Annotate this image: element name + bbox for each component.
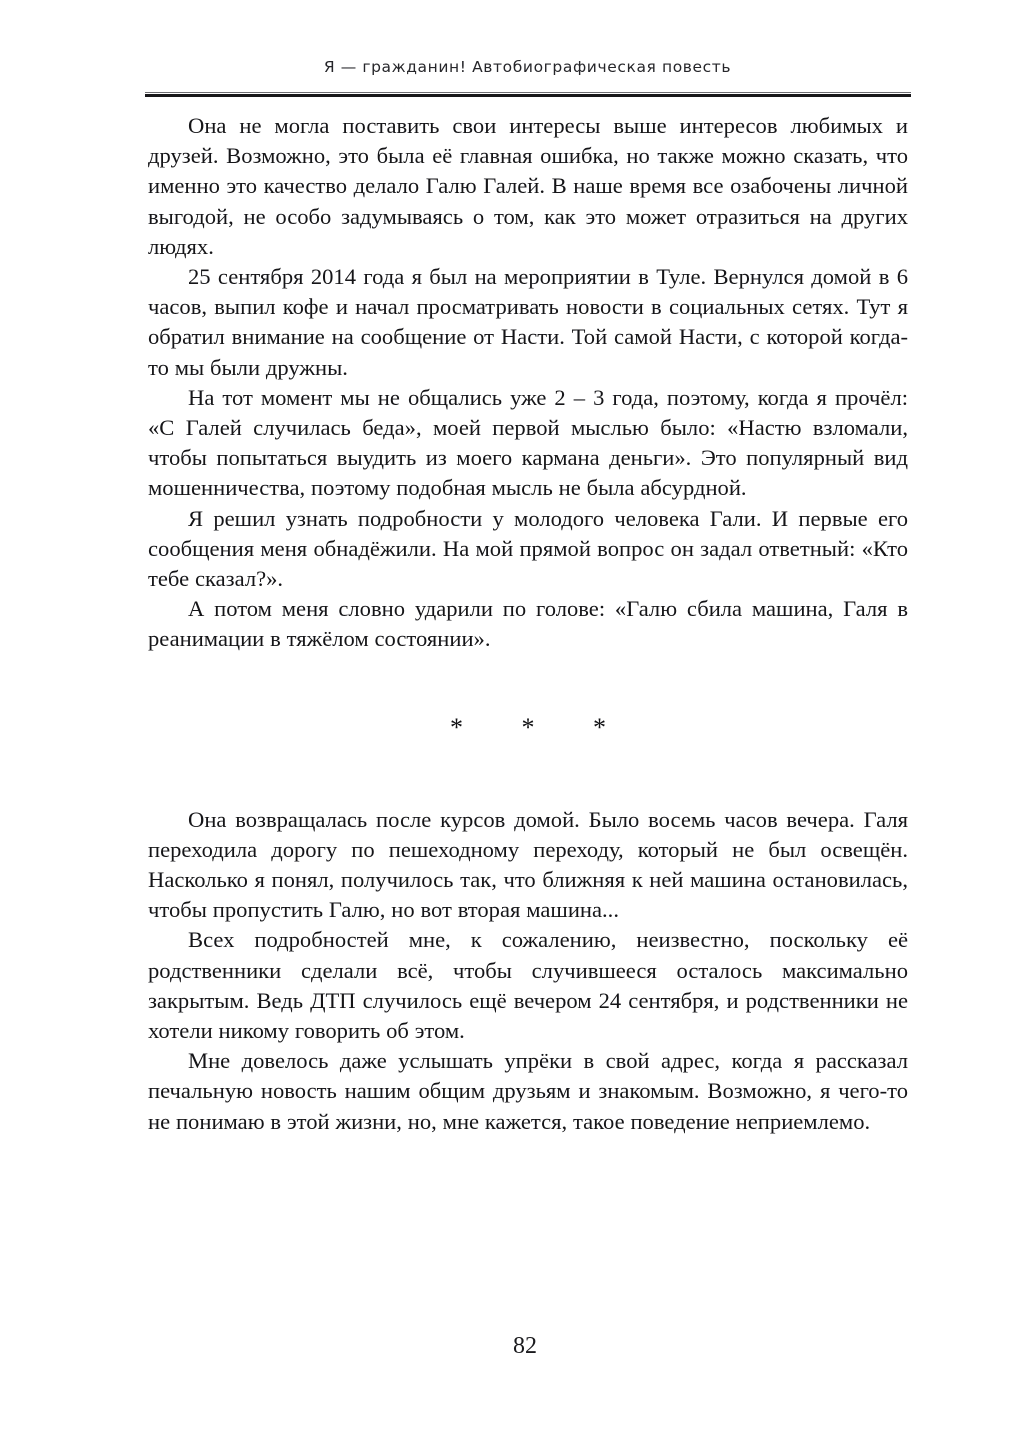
paragraph: На тот момент мы не общались уже 2 – 3 года, поэтому, когда я прочёл: «С Галей случилась беда», моей первой мыслью было: «Настю взломали, чтобы попытаться выудить из моего кармана деньги». Это популярный вид мошенничества, поэтому подобная мысль не была абсурдной. bbox=[148, 384, 908, 501]
paragraph: Она не могла поставить свои интересы выше интересов любимых и друзей. Возможно, это была её главная ошибка, но также можно сказать, что именно это качество делало Галю Галей. В наше время все озабочены личной выгодой, не особо задумываясь о том, как это может отразиться на других людях. bbox=[148, 113, 908, 259]
paragraph: А потом меня словно ударили по голове: «Галю сбила машина, Галя в реанимации в тяжёлом состоянии». bbox=[148, 596, 908, 652]
divider-space-above bbox=[148, 655, 908, 713]
running-header-title: Я — гражданин! Автобиографическая повесть bbox=[323, 58, 732, 76]
paragraph: Она возвращалась после курсов домой. Было восемь часов вечера. Галя переходила дорогу по пешеходному переходу, который не был освещён. Насколько я понял, получилось так, что ближняя к ней машина остановилась, чтобы пропустить Галю, но вот вторая машина... bbox=[148, 806, 908, 923]
divider-space-below bbox=[148, 743, 908, 805]
header-rule-thick bbox=[145, 94, 911, 97]
section-divider-asterisks: * * * bbox=[450, 712, 632, 742]
paragraph: Всех подробностей мне, к сожалению, неизвестно, поскольку её родственники сделали всё, чтобы случившееся осталось максимально закрытым. Ведь ДТП случилось ещё вечером 24 сентября, и родственники не хотели никому говорить об этом. bbox=[148, 927, 908, 1044]
body-text-block bbox=[148, 111, 908, 1137]
header-rule-thin bbox=[145, 92, 911, 93]
paragraph: Я решил узнать подробности у молодого человека Гали. И первые его сообщения меня обнадёжили. На мой прямой вопрос он задал ответный: «Кто тебе сказал?». bbox=[148, 505, 908, 592]
paragraph: 25 сентября 2014 года я был на мероприятии в Туле. Вернулся домой в 6 часов, выпил кофе и начал просматривать новости в социальных сетях. Тут я обратил внимание на сообщение от Насти. Той самой Насти, с которой когда-то мы были дружны. bbox=[148, 264, 908, 380]
page-number: 82 bbox=[513, 1333, 537, 1359]
page-number-area bbox=[0, 1333, 1026, 1360]
paragraph: Мне довелось даже услышать упрёки в свой адрес, когда я рассказал печальную новость нашим общим друзьям и знакомым. Возможно, я чего-то не понимаю в этой жизни, но, мне кажется, такое поведение неприемлемо. bbox=[148, 1048, 908, 1134]
header-rule bbox=[145, 92, 911, 97]
